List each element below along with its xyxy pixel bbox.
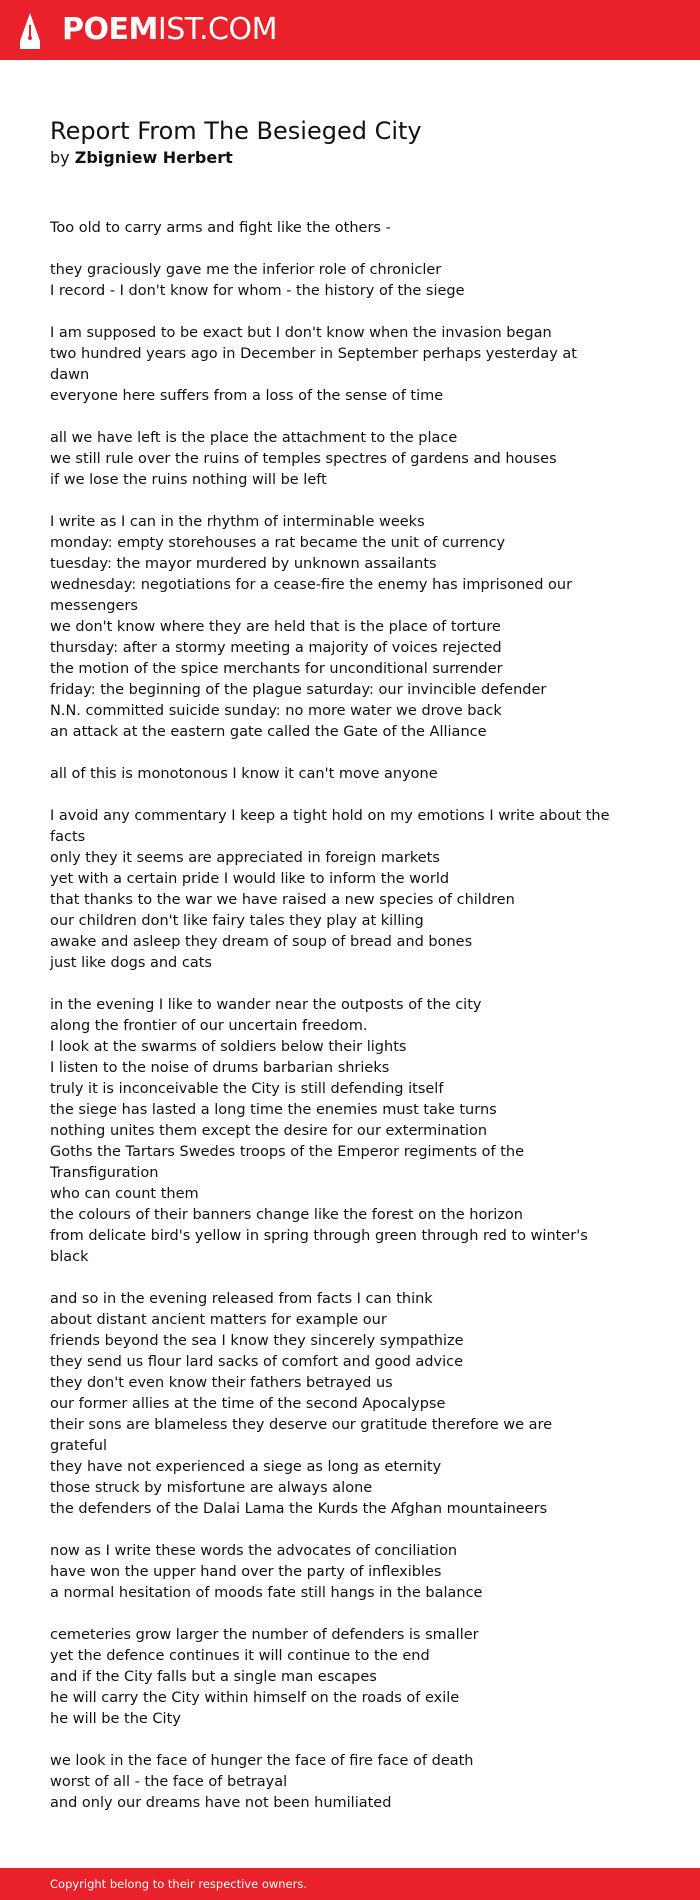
poem-line: those struck by misfortune are always alone: [50, 1480, 373, 1496]
poem-line: just like dogs and cats: [50, 955, 212, 971]
poem-line: the colours of their banners change like the forest on the horizon: [50, 1207, 523, 1223]
poem-line: we look in the face of hunger the face of fire face of death: [50, 1753, 474, 1769]
poem-title: Report From The Besieged City: [50, 117, 422, 145]
poem-line: that thanks to the war we have raised a new species of children: [50, 892, 515, 908]
poem-line: and if the City falls but a single man escapes: [50, 1669, 377, 1685]
poem-line: the defenders of the Dalai Lama the Kurds the Afghan mountaineers: [50, 1501, 548, 1517]
poem-line: about distant ancient matters for example our: [50, 1312, 387, 1328]
poem-line: we still rule over the ruins of temples spectres of gardens and houses: [50, 451, 557, 467]
poem-line: tuesday: the mayor murdered by unknown assailants: [50, 556, 437, 572]
poem-line: the motion of the spice merchants for unconditional surrender: [50, 661, 503, 677]
poem-line: they graciously gave me the inferior role of chronicler: [50, 262, 442, 278]
poem-line: a normal hesitation of moods fate still hangs in the balance: [50, 1585, 483, 1601]
poem-line: truly it is inconceivable the City is still defending itself: [50, 1081, 444, 1097]
poem-line: I record - I don't know for whom - the history of the siege: [50, 283, 465, 299]
author-name[interactable]: Zbigniew Herbert: [74, 148, 233, 167]
poem-line: cemeteries grow larger the number of defenders is smaller: [50, 1627, 479, 1643]
poem-line: he will carry the City within himself on the roads of exile: [50, 1690, 460, 1706]
poem-line: our children don't like fairy tales they play at killing: [50, 913, 424, 929]
poem-line: from delicate bird's yellow in spring through green through red to winter's black: [50, 1228, 588, 1265]
poem-line: only they it seems are appreciated in foreign markets: [50, 850, 440, 866]
poem-line: their sons are blameless they deserve our gratitude therefore we are grateful: [50, 1417, 553, 1454]
poem-line: Goths the Tartars Swedes troops of the Emperor regiments of the Transfiguration: [50, 1144, 525, 1181]
poem-stanza: [50, 764, 610, 785]
poem-line: all we have left is the place the attachment to the place: [50, 430, 458, 446]
poem-line: I listen to the noise of drums barbarian shrieks: [50, 1060, 390, 1076]
poem-line: wednesday: negotiations for a cease-fire the enemy has imprisoned our messengers: [50, 577, 573, 614]
poem-line: they don't even know their fathers betrayed us: [50, 1375, 393, 1391]
poem-stanza: [50, 1751, 610, 1814]
poem-line: all of this is monotonous I know it can't move anyone: [50, 766, 438, 782]
poem-line: two hundred years ago in December in September perhaps yesterday at dawn: [50, 346, 577, 383]
poem-line: yet with a certain pride I would like to inform the world: [50, 871, 450, 887]
poem-line: I write as I can in the rhythm of interminable weeks: [50, 514, 425, 530]
poem-line: friends beyond the sea I know they sincerely sympathize: [50, 1333, 464, 1349]
poem-line: he will be the City: [50, 1711, 181, 1727]
logo-strong-text: POEM: [62, 12, 158, 47]
poem-line: worst of all - the face of betrayal: [50, 1774, 288, 1790]
poem-line: now as I write these words the advocates of conciliation: [50, 1543, 458, 1559]
poem-line: the siege has lasted a long time the enemies must take turns: [50, 1102, 497, 1118]
poem-stanza: [50, 1289, 610, 1520]
poem-body: [50, 218, 610, 1835]
poem-line: I avoid any commentary I keep a tight hold on my emotions I write about the facts: [50, 808, 610, 845]
poem-line: if we lose the ruins nothing will be left: [50, 472, 327, 488]
byline: [50, 148, 233, 168]
poem-stanza: [50, 995, 610, 1268]
poem-line: nothing unites them except the desire for our extermination: [50, 1123, 488, 1139]
poem-line: they have not experienced a siege as long as eternity: [50, 1459, 442, 1475]
poem-stanza: [50, 806, 610, 974]
poem-line: N.N. committed suicide sunday: no more water we drove back: [50, 703, 502, 719]
site-header: [0, 0, 700, 60]
site-logo[interactable]: [62, 12, 277, 48]
poem-line: in the evening I like to wander near the outposts of the city: [50, 997, 482, 1013]
site-footer: [0, 1868, 700, 1900]
poem-line: we don't know where they are held that is the place of torture: [50, 619, 501, 635]
poem-line: have won the upper hand over the party of inflexibles: [50, 1564, 442, 1580]
poem-line: our former allies at the time of the second Apocalypse: [50, 1396, 446, 1412]
poem-line: I look at the swarms of soldiers below their lights: [50, 1039, 407, 1055]
poem-stanza: [50, 218, 610, 239]
poem-stanza: [50, 1541, 610, 1604]
poem-line: friday: the beginning of the plague saturday: our invincible defender: [50, 682, 547, 698]
poem-stanza: [50, 512, 610, 743]
poem-stanza: [50, 1625, 610, 1730]
poem-line: thursday: after a stormy meeting a majority of voices rejected: [50, 640, 502, 656]
poem-line: they send us flour lard sacks of comfort and good advice: [50, 1354, 464, 1370]
poem-line: and only our dreams have not been humiliated: [50, 1795, 392, 1811]
copyright-text: Copyright belong to their respective owners.: [50, 1877, 308, 1891]
poem-line: who can count them: [50, 1186, 199, 1202]
pen-nib-icon[interactable]: [18, 11, 42, 51]
poem-stanza: [50, 260, 610, 302]
poem-line: and so in the evening released from facts I can think: [50, 1291, 433, 1307]
poem-stanza: [50, 428, 610, 491]
by-label: by: [50, 148, 70, 167]
poem-line: an attack at the eastern gate called the Gate of the Alliance: [50, 724, 487, 740]
poem-line: monday: empty storehouses a rat became the unit of currency: [50, 535, 506, 551]
logo-light-text: IST.COM: [157, 12, 277, 47]
poem-line: yet the defence continues it will continue to the end: [50, 1648, 430, 1664]
poem-line: along the frontier of our uncertain freedom.: [50, 1018, 368, 1034]
poem-stanza: [50, 323, 610, 407]
poem-line: awake and asleep they dream of soup of bread and bones: [50, 934, 473, 950]
poem-line: Too old to carry arms and fight like the others -: [50, 220, 391, 236]
poem-line: I am supposed to be exact but I don't know when the invasion began: [50, 325, 552, 341]
poem-line: everyone here suffers from a loss of the sense of time: [50, 388, 444, 404]
